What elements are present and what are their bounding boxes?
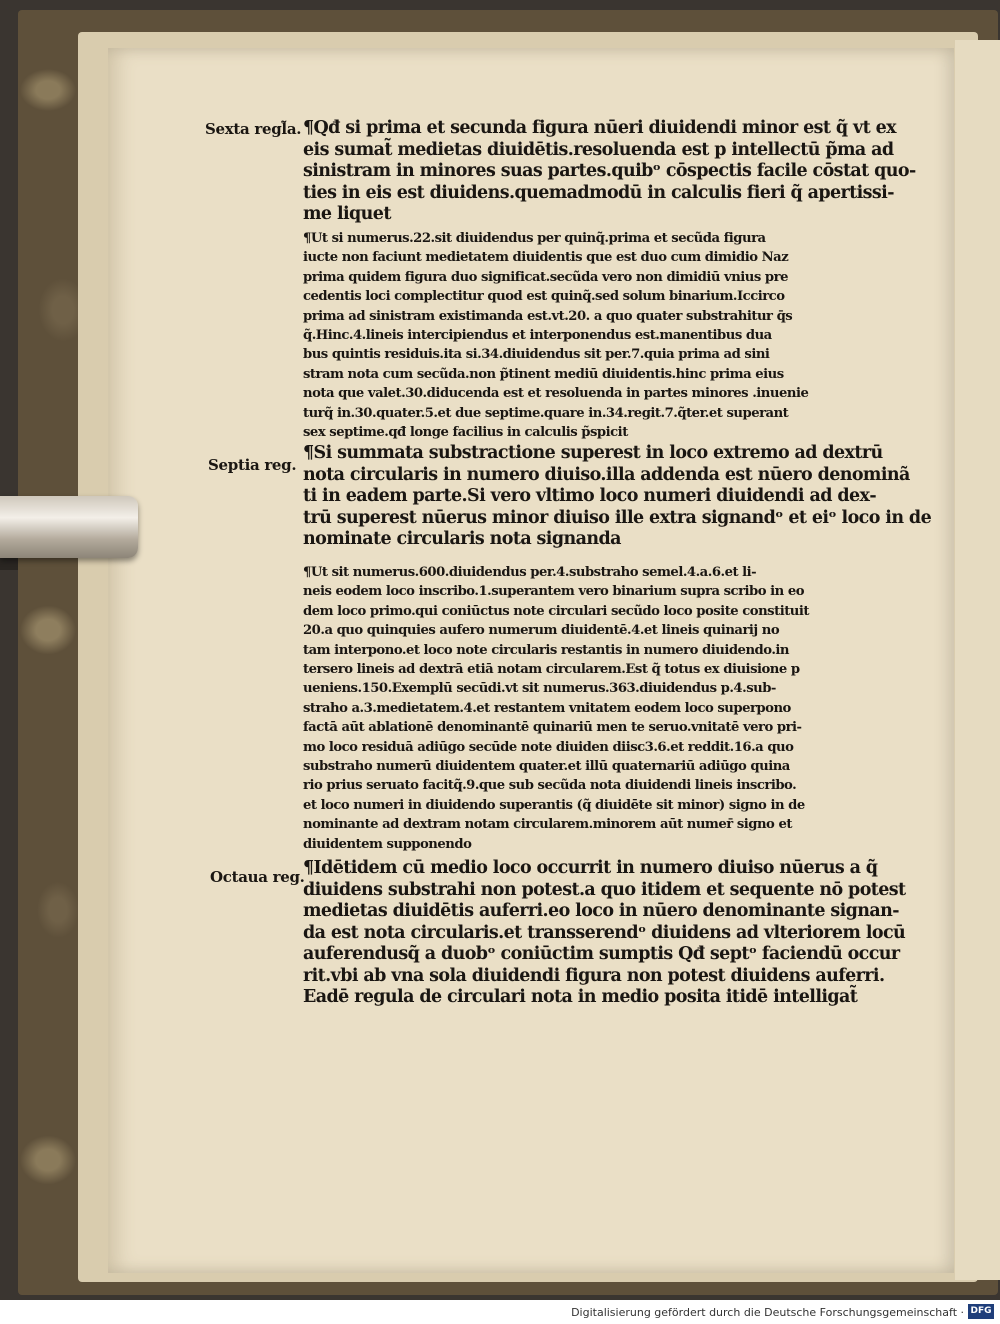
- text-line: medietas diuidētis auferri.eo loco in nūero denominante signan‑: [303, 901, 899, 921]
- digitization-credit: Digitalisierung gefördert durch die Deutsche Forschungsgemeinschaft ·: [571, 1306, 964, 1319]
- text-line: tam interpono.et loco note circularis restantis in numero diuidendo.in: [303, 642, 790, 658]
- margin-label-octaua: Octaua reg.: [210, 868, 305, 886]
- text-line: eis sumat̃ medietas diuidētis.resoluenda est p intellectū p̃ma ad: [303, 139, 894, 160]
- text-line: tersero lineis ad dextrā etiā notam circularem.Est q̃ totus ex diuisione p: [303, 662, 800, 678]
- text-line: auferendusq̃ a duobᵒ coniūctim sumptis Qđ septᵒ faciendū occur: [303, 944, 900, 964]
- rule-six-text: [303, 118, 916, 226]
- text-line: rit.vbi ab vna sola diuidendi figura non potest diuidens auferri.: [303, 965, 885, 986]
- text-line: ti in eadem parte.Si vero vltimo loco numeri diuidendi ad dex‑: [303, 486, 877, 506]
- footer-bar: [0, 1300, 1000, 1324]
- text-line: ¶Ut sit numerus.600.diuidendus per.4.substraho semel.4.a.6.et li‑: [303, 565, 757, 580]
- rule-six-example: [303, 229, 851, 442]
- text-line: nominate circularis nota signanda: [303, 529, 621, 549]
- text-line: sex septime.qđ longe facilius in calculis p̃spicit: [303, 425, 628, 441]
- text-line: et loco numeri in diuidendo superantis (q̃ diuidēte sit minor) signo in de: [303, 797, 805, 813]
- text-line: prima ad sinistram existimanda est.vt.20. a quo quater substrahitur q̄s: [303, 308, 793, 324]
- text-line: ueniens.150.Exemplū secūdi.vt sit numerus.363.diuidendus p.4.sub‑: [303, 681, 776, 697]
- text-line: diuidens substrahi non potest.a quo itidem et sequente nō potest: [303, 879, 906, 900]
- text-line: nominante ad dextram notam circularem.minorem aūt numer̄ signo et: [303, 817, 792, 833]
- text-line: ¶Qđ si prima et secunda figura nūeri diuidendi minor est q̃ vt ex: [303, 118, 896, 138]
- text-line: me liquet: [303, 204, 391, 224]
- text-line: sinistram in minores suas partes.quibᵒ cōspectis facile cōstat quo‑: [303, 161, 916, 181]
- text-line: q̃.Hinc.4.lineis intercipiendus et interponendus est.manentibus dua: [303, 328, 772, 344]
- text-line: stram nota cum secũda.non p̃tinent mediū diuidentis.hinc prima eius: [303, 366, 784, 382]
- text-line: 20.a quo quinquies aufero numerum diuidentē.4.et lineis quinarij no: [303, 623, 780, 639]
- text-line: rio prius seruato facitq̃.9.que sub secũda nota diuidendi lineis inscribo.: [303, 778, 797, 794]
- text-line: mo loco residuā adiūgo secūde note diuiden diisc3.6.et reddit.16.a quo: [303, 739, 794, 755]
- text-line: nota que valet.30.diducenda est et resoluenda in partes minores .inuenie: [303, 386, 809, 402]
- text-line: iucte non faciunt medietatem diuidentis que est duo cum dimidio Naz: [303, 250, 789, 266]
- text-line: da est nota circularis.et transserendᵒ diuidens ad vlteriorem locū: [303, 922, 906, 943]
- dfg-logo: DFG: [968, 1304, 994, 1319]
- text-line: ¶Ut si numerus.22.sit diuidendus per quinq̃.prima et secũda figura: [303, 231, 766, 246]
- glass-page-weight: [0, 496, 138, 558]
- text-line: bus quintis residuis.ita si.34.diuidendus sit per.7.quia prima ad sini: [303, 347, 770, 363]
- text-line: ¶Si summata substractione superest in loco extremo ad dextrū: [303, 443, 883, 463]
- text-line: ¶Idētidem cū medio loco occurrit in numero diuiso nūerus a q̃: [303, 858, 878, 878]
- rule-seven-text: [303, 443, 932, 551]
- rule-seven-example: [303, 563, 851, 854]
- rule-eight-text: [303, 858, 906, 1009]
- margin-label-sexta: Sexta regl̃a.: [205, 120, 302, 138]
- text-line: neis eodem loco inscribo.1.superantem vero binarium supra scribo in eo: [303, 584, 805, 600]
- text-line: nota circularis in numero diuiso.illa addenda est nūero denominã: [303, 464, 910, 485]
- text-line: dem loco primo.qui coniūctus note circulari secũdo loco posite constituit: [303, 603, 809, 619]
- text-line: Eadē regula de circulari nota in medio posita itidē intelligat̃: [303, 987, 858, 1007]
- text-line: substraho numerū diuidentem quater.et illū quaternariū adiūgo quina: [303, 759, 790, 775]
- text-line: turq̃ in.30.quater.5.et due septime.quare in.34.regit.7.q̃ter.et superant: [303, 405, 789, 421]
- text-line: factā aūt ablationē denominantē quinariū men te seruo.vnitatē vero pri‑: [303, 720, 802, 736]
- facing-page-edge: [955, 40, 1000, 1280]
- text-line: prima quidem figura duo significat.secũda vero non dimidiū vnius pre: [303, 269, 788, 285]
- text-line: ties in eis est diuidens.quemadmodū in calculis fieri q̃ apertissi‑: [303, 182, 894, 203]
- text-line: cedentis loci complectitur quod est quinq̃.sed solum binarium.Iccirco: [303, 289, 785, 305]
- margin-label-septima: Septia reg.: [208, 456, 297, 474]
- text-line: diuidentem supponendo: [303, 836, 472, 852]
- text-line: straho a.3.medietatem.4.et restantem vnitatem eodem loco superpono: [303, 700, 791, 716]
- text-line: trū superest nūerus minor diuiso ille extra signandᵒ et eiᵒ loco in de: [303, 507, 932, 528]
